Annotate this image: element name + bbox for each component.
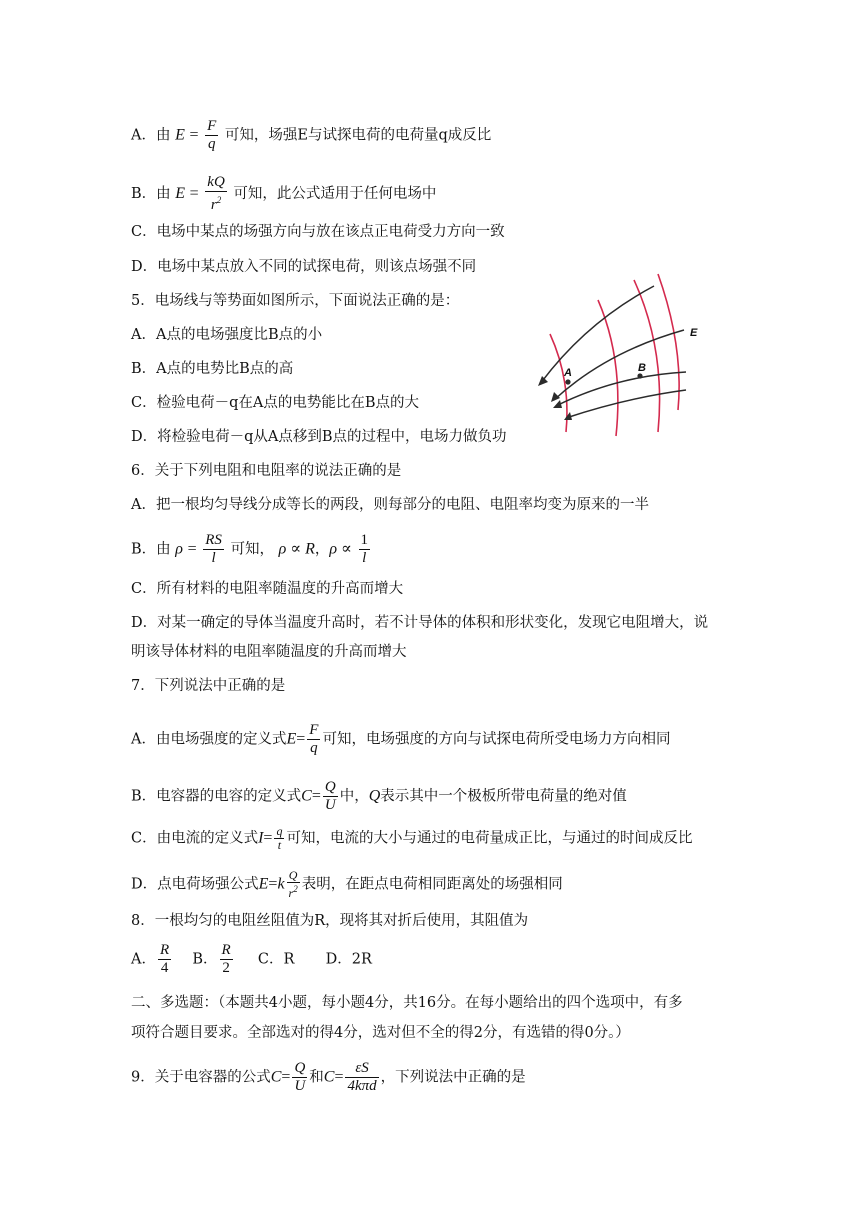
field-line [556, 372, 686, 406]
q5-option-b: B．A点的电势比B点的高 [131, 361, 294, 377]
arrowhead [564, 412, 572, 420]
q6-option-b: B．由 ρ = $\frac{RS}{l}$ 可知， ρ ∝ R，ρ ∝ $\frac{1}{l}$ [131, 532, 368, 566]
fraction: $\frac{R}{4}$ [159, 942, 170, 976]
fraction: $\frac{RS}{l}$ [205, 532, 222, 566]
q4-option-c: C．电场中某点的场强方向与放在该点正电荷受力方向一致 [131, 224, 505, 240]
q7-option-c: C．由电流的定义式I= $\frac{q}{t}$ 可知，电流的大小与通过的电荷量成正比，与通过的时间成反比 [131, 824, 693, 852]
section2-heading-line1: 二、多选题：（本题共4小题，每小题4分，共16分。在每小题给出的四个选项中，有多 [131, 995, 683, 1011]
label-a: A [564, 367, 572, 379]
electric-field-figure [526, 272, 706, 442]
q7-option-d: D．点电荷场强公式E=k $\frac{Q}{r^2}$ 表明，在距点电荷相同距离处的场强相同 [131, 868, 563, 900]
point-b [637, 373, 642, 378]
q4-option-d: D．电场中某点放入不同的试探电荷，则该点场强不同 [131, 259, 477, 275]
field-line [554, 330, 684, 400]
equipotential-line [634, 280, 660, 432]
q5-option-a: A．A点的电场强度比B点的小 [131, 327, 323, 343]
q6-option-a: A．把一根均匀导线分成等长的两段，则每部分的电阻、电阻率均变为原来的一半 [131, 497, 649, 513]
q7-option-a: A．由电场强度的定义式E= $\frac{F}{q}$ 可知，电场强度的方向与试探电荷所受电场力方向相同 [131, 722, 671, 756]
fraction: $\frac{R}{2}$ [221, 942, 231, 976]
equipotential-line [550, 334, 567, 432]
label-e: E [690, 327, 698, 339]
q7-stem: 7．下列说法中正确的是 [131, 678, 286, 694]
q8-stem: 8．一根均匀的电阻丝阻值为R，现将其对折后使用，其阻值为 [131, 913, 529, 929]
fraction: $\frac{Q}{U}$ [324, 779, 336, 813]
q5-stem: 5．电场线与等势面如图所示，下面说法正确的是： [131, 293, 460, 309]
q4-option-b: B．由 E = $\frac{kQ}{r^2}$ 可知，此公式适用于任何电场中 [131, 174, 437, 213]
fraction: $\frac{\varepsilon S}{\text{4kπd}}$ [347, 1060, 377, 1094]
section2-heading-line2: 项符合题目要求。全部选对的得4分，选对但不全的得2分，有选错的得0分。） [131, 1025, 630, 1041]
q6-option-c: C．所有材料的电阻率随温度的升高而增大 [131, 581, 404, 597]
q5-option-c: C．检验电荷－q在A点的电势能比在B点的大 [131, 395, 420, 411]
equipotential-line [658, 274, 679, 410]
formula-lhs: E [175, 126, 185, 144]
q4-option-a: A．由 E = $\frac{F}{q}$ 可知，场强E与试探电荷的电荷量q成反比 [131, 118, 492, 152]
fraction: $\frac{F}{q}$ [309, 722, 319, 756]
arrowhead [553, 400, 562, 408]
arrowhead [538, 376, 548, 386]
fraction: $\frac{1}{l}$ [360, 532, 368, 566]
q5-option-d: D．将检验电荷－q从A点移到B点的过程中，电场力做负功 [131, 429, 507, 445]
fraction: $\frac{Q}{r^2}$ [288, 868, 298, 900]
point-a [565, 379, 570, 384]
q8-options: A． $\frac{R}{4}$ B． $\frac{R}{2}$ C．R D．2R [131, 942, 372, 976]
arrowhead [551, 392, 560, 402]
q7-option-b: B．电容器的电容的定义式C= $\frac{Q}{U}$ 中，Q表示其中一个极板所带电荷量的绝对值 [131, 779, 627, 813]
q6-option-d-line2: 明该导体材料的电阻率随温度的升高而增大 [131, 644, 407, 660]
field-line [540, 286, 654, 384]
q9-stem: 9．关于电容器的公式C= $\frac{Q}{U}$ 和C= $\frac{\varepsilon S}{\text{4kπd}}$ ，下列说法中正确的是 [131, 1060, 526, 1094]
q6-option-d-line1: D．对某一确定的导体当温度升高时，若不计导体的体积和形状变化，发现它电阻增大，说 [131, 615, 709, 631]
fraction: $\frac{F}{q}$ [207, 118, 217, 152]
fraction: $\frac{kQ}{r^2}$ [207, 174, 225, 213]
q6-stem: 6．关于下列电阻和电阻率的说法正确的是 [131, 463, 402, 479]
fraction: $\frac{Q}{U}$ [294, 1060, 306, 1094]
label-b: B [638, 362, 646, 374]
fraction: $\frac{q}{t}$ [276, 824, 283, 852]
